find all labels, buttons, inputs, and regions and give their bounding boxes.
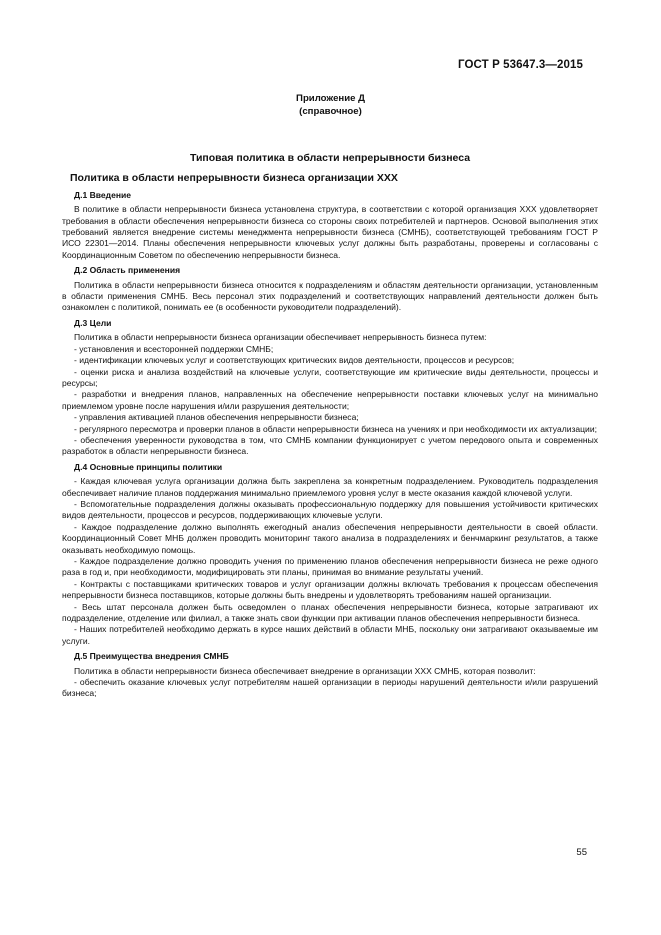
policy-title: Политика в области непрерывности бизнеса организации XXX [70, 172, 398, 185]
list-item: - оценки риска и анализа воздействий на ключевые услуги, соответствующие им критические виды деятельности, процессы и ресурсы; [62, 366, 598, 388]
document-body [62, 153, 598, 700]
section-d3-heading: Д.3 Цели [74, 317, 112, 328]
list-item: - установления и всесторонней поддержки СМНБ; [74, 343, 274, 354]
standard-number: ГОСТ Р 53647.3—2015 [458, 59, 583, 71]
section-d3-intro: Политика в области непрерывности бизнеса организации обеспечивает непрерывность бизнеса путем: [74, 332, 487, 343]
list-item: - Вспомогательные подразделения должны оказывать профессиональную поддержку для повышения устойчивости критических видов деятельности, процессов и ресурсов, поддерживающих ключевые услуги. [62, 498, 598, 521]
list-item: - идентификации ключевых услуг и соответствующих критических видов деятельности, процессов и ресурсов; [74, 355, 515, 366]
page-number: 55 [576, 847, 587, 858]
section-d1-heading: Д.1 Введение [74, 189, 132, 200]
section-d5-intro: Политика в области непрерывности бизнеса обеспечивает внедрение в организации XXX СМНБ, которая позволит: [74, 665, 536, 676]
annex-note: (справочное) [299, 105, 362, 117]
list-item: - Каждое подразделение должно выполнять ежегодный анализ обеспечения непрерывности деятельности в своей области. Координационный Совет МНБ должен проводить мониторинг такого анализа в подразделениях и бенчмаркинг результатов, а также оказывать необходимую помощь. [62, 521, 598, 555]
document-title: Типовая политика в области непрерывности бизнеса [189, 152, 471, 164]
section-d2-text: Политика в области непрерывности бизнеса относится к подразделениям и областям деятельности организации, установленным в области применения СМНБ. Весь персонал этих подразделений и соответствующих направлений деятельности должен быть ознакомлен с политикой, понимать ее (в особенности руководители подразделений). [62, 279, 598, 313]
annex-heading [0, 93, 661, 118]
annex-title: Приложение Д [296, 93, 365, 104]
list-item: - обеспечить оказание ключевых услуг потребителям нашей организации в периоды нарушений деятельности и/или разрушений бизнеса; [62, 677, 598, 699]
list-item: - Контракты с поставщиками критических товаров и услуг организации должны включать требования к процессам обеспечения непрерывности бизнеса поставщиков, которые должны быть внедрены и удовлетворять требованиям нашей организации. [62, 578, 598, 601]
list-item: - обеспечения уверенности руководства в том, что СМНБ компании функционирует с учетом передового опыта и современных разработок в области непрерывности бизнеса. [62, 434, 598, 457]
list-item: - Весь штат персонала должен быть осведомлен о планах обеспечения непрерывности бизнеса, которые затрагивают их подразделение, отделение или филиал, а также знать свои функции при активации планов обеспечения непрерывности бизнеса. [62, 601, 598, 624]
list-item: - Каждая ключевая услуга организации должна быть закреплена за конкретным подразделением. Руководитель подразделения обеспечивает наличие планов поддержания минимально приемлемого уровня услуг в месте оказания каждой ключевой услуги. [62, 476, 598, 498]
list-item: - регулярного пересмотра и проверки планов в области непрерывности бизнеса на учениях и при необходимости их актуализации; [74, 423, 597, 434]
list-item: - Наших потребителей необходимо держать в курсе наших действий в области МНБ, поскольку они затрагивают оказываемые им услуги. [62, 624, 598, 646]
list-item: - управления активацией планов обеспечения непрерывности бизнеса; [74, 412, 359, 423]
section-d1-text: В политике в области непрерывности бизнеса установлена структура, в соответствии с которой организация XXX удовлетворяет требования в области обеспечения непрерывности бизнеса со стороны своих потребителей и партнеров. Основой выполнения этих требований является внедрение системы менеджмента непрерывности бизнеса (СМНБ), соответствующей требованиям ГОСТ Р ИСО 22301—2014. Планы обеспечения непрерывности ключевых услуг должны быть разработаны, проверены и согласованы с Координационным Советом по обеспечению непрерывности бизнеса. [62, 204, 598, 260]
list-item: - разработки и внедрения планов, направленных на обеспечение непрерывности поставки ключевых услуг на минимально приемлемом уровне после нарушения и/или разрушения деятельности; [62, 389, 598, 411]
section-d2-heading: Д.2 Область применения [74, 265, 181, 276]
section-d5-heading: Д.5 Преимущества внедрения СМНБ [74, 651, 229, 662]
section-d4-heading: Д.4 Основные принципы политики [74, 461, 223, 472]
list-item: - Каждое подразделение должно проводить учения по применению планов обеспечения непрерывности бизнеса не реже одного раза в год и, при необходимости, модифицировать эти планы, принимая во внимание результаты учений. [62, 556, 598, 578]
